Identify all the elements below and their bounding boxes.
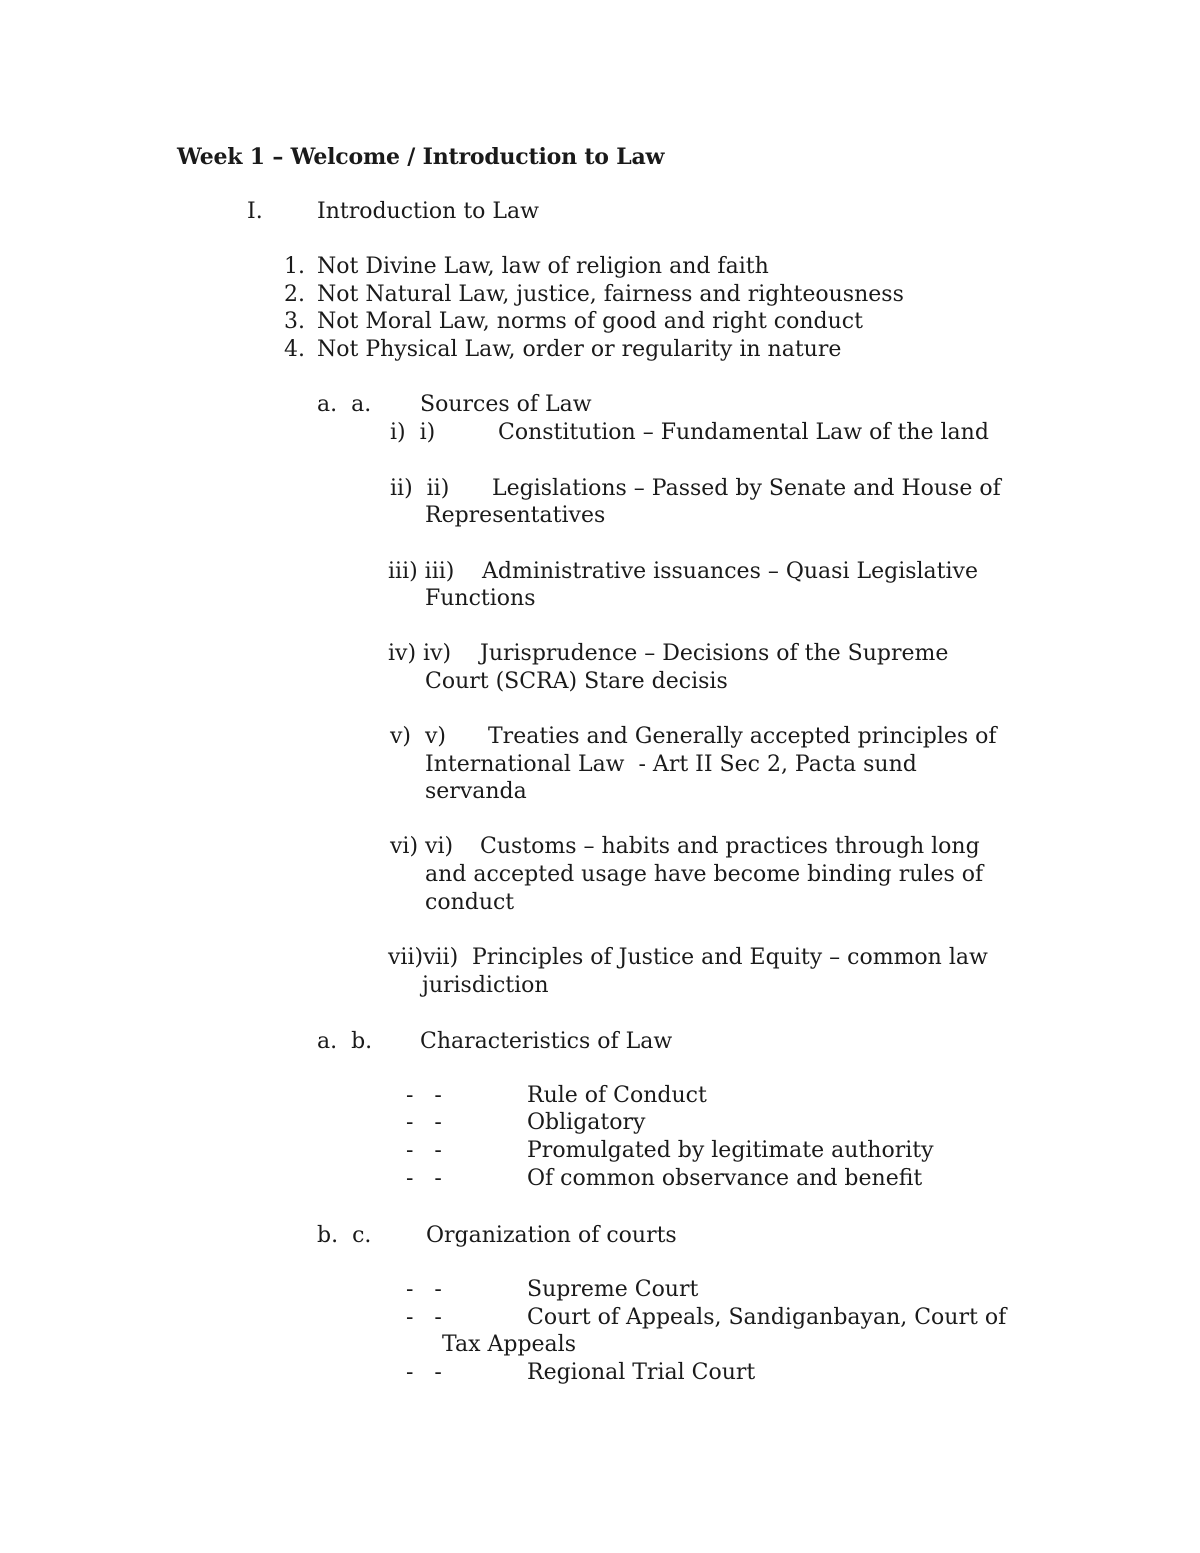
bullet-text: Court of Appeals, Sandiganbayan, Court of	[527, 1305, 1007, 1330]
page-title: Week 1 – Welcome / Introduction to Law	[177, 144, 665, 170]
bullet-dash: - -	[406, 1360, 442, 1385]
item-text: servanda	[425, 779, 527, 804]
list-number: 2.	[284, 282, 305, 307]
item-text: Treaties and Generally accepted principles of	[488, 724, 997, 749]
subsection-heading: Organization of courts	[426, 1223, 677, 1248]
item-marker: i) i)	[390, 420, 436, 445]
subsection-marker: b. c.	[317, 1223, 372, 1248]
list-item: Not Divine Law, law of religion and faith	[317, 254, 769, 279]
item-text: Legislations – Passed by Senate and House of	[492, 476, 1001, 501]
item-marker: vi) vi)	[390, 834, 454, 859]
item-text: Administrative issuances – Quasi Legislative	[482, 559, 978, 584]
section-heading: Introduction to Law	[317, 199, 539, 224]
bullet-dash: - -	[406, 1110, 442, 1135]
item-marker: v) v)	[390, 724, 447, 749]
bullet-dash: - -	[406, 1277, 442, 1302]
subsection-marker: a. a.	[317, 392, 372, 417]
subsection-heading: Characteristics of Law	[420, 1029, 673, 1054]
bullet-text: Rule of Conduct	[527, 1083, 707, 1108]
item-marker: iii) iii)	[388, 559, 455, 584]
item-text: Court (SCRA) Stare decisis	[425, 669, 728, 694]
item-text: Constitution – Fundamental Law of the land	[498, 420, 989, 445]
subsection-heading: Sources of Law	[420, 392, 592, 417]
list-item: Not Moral Law, norms of good and right conduct	[317, 309, 863, 334]
subsection-marker: a. b.	[317, 1029, 373, 1054]
bullet-text: Obligatory	[527, 1110, 646, 1135]
bullet-dash: - -	[406, 1305, 442, 1330]
item-marker: vii)vii)	[388, 945, 459, 970]
list-number: 1.	[284, 254, 305, 279]
item-text: International Law - Art II Sec 2, Pacta sund	[425, 752, 917, 777]
item-marker: ii) ii)	[390, 476, 450, 501]
item-text: Representatives	[425, 503, 606, 528]
bullet-dash: - -	[406, 1083, 442, 1108]
list-item: Not Natural Law, justice, fairness and righteousness	[317, 282, 904, 307]
bullet-text: Promulgated by legitimate authority	[527, 1138, 934, 1163]
item-text: Jurisprudence – Decisions of the Supreme	[480, 641, 949, 666]
item-text: jurisdiction	[422, 973, 549, 998]
item-text: Principles of Justice and Equity – common law	[472, 945, 988, 970]
item-marker: iv) iv)	[388, 641, 452, 666]
list-number: 3.	[284, 309, 305, 334]
item-text: Functions	[425, 586, 536, 611]
bullet-text: Supreme Court	[527, 1277, 699, 1302]
bullet-text: Of common observance and benefit	[527, 1166, 923, 1191]
item-text: and accepted usage have become binding rules of	[425, 862, 984, 887]
item-text: conduct	[425, 890, 515, 915]
bullet-text: Tax Appeals	[442, 1332, 576, 1357]
item-text: Customs – habits and practices through long	[480, 834, 980, 859]
list-item: Not Physical Law, order or regularity in nature	[317, 337, 842, 362]
section-marker: I.	[247, 199, 263, 224]
bullet-dash: - -	[406, 1138, 442, 1163]
bullet-text: Regional Trial Court	[527, 1360, 756, 1385]
bullet-dash: - -	[406, 1166, 442, 1191]
list-number: 4.	[284, 337, 305, 362]
